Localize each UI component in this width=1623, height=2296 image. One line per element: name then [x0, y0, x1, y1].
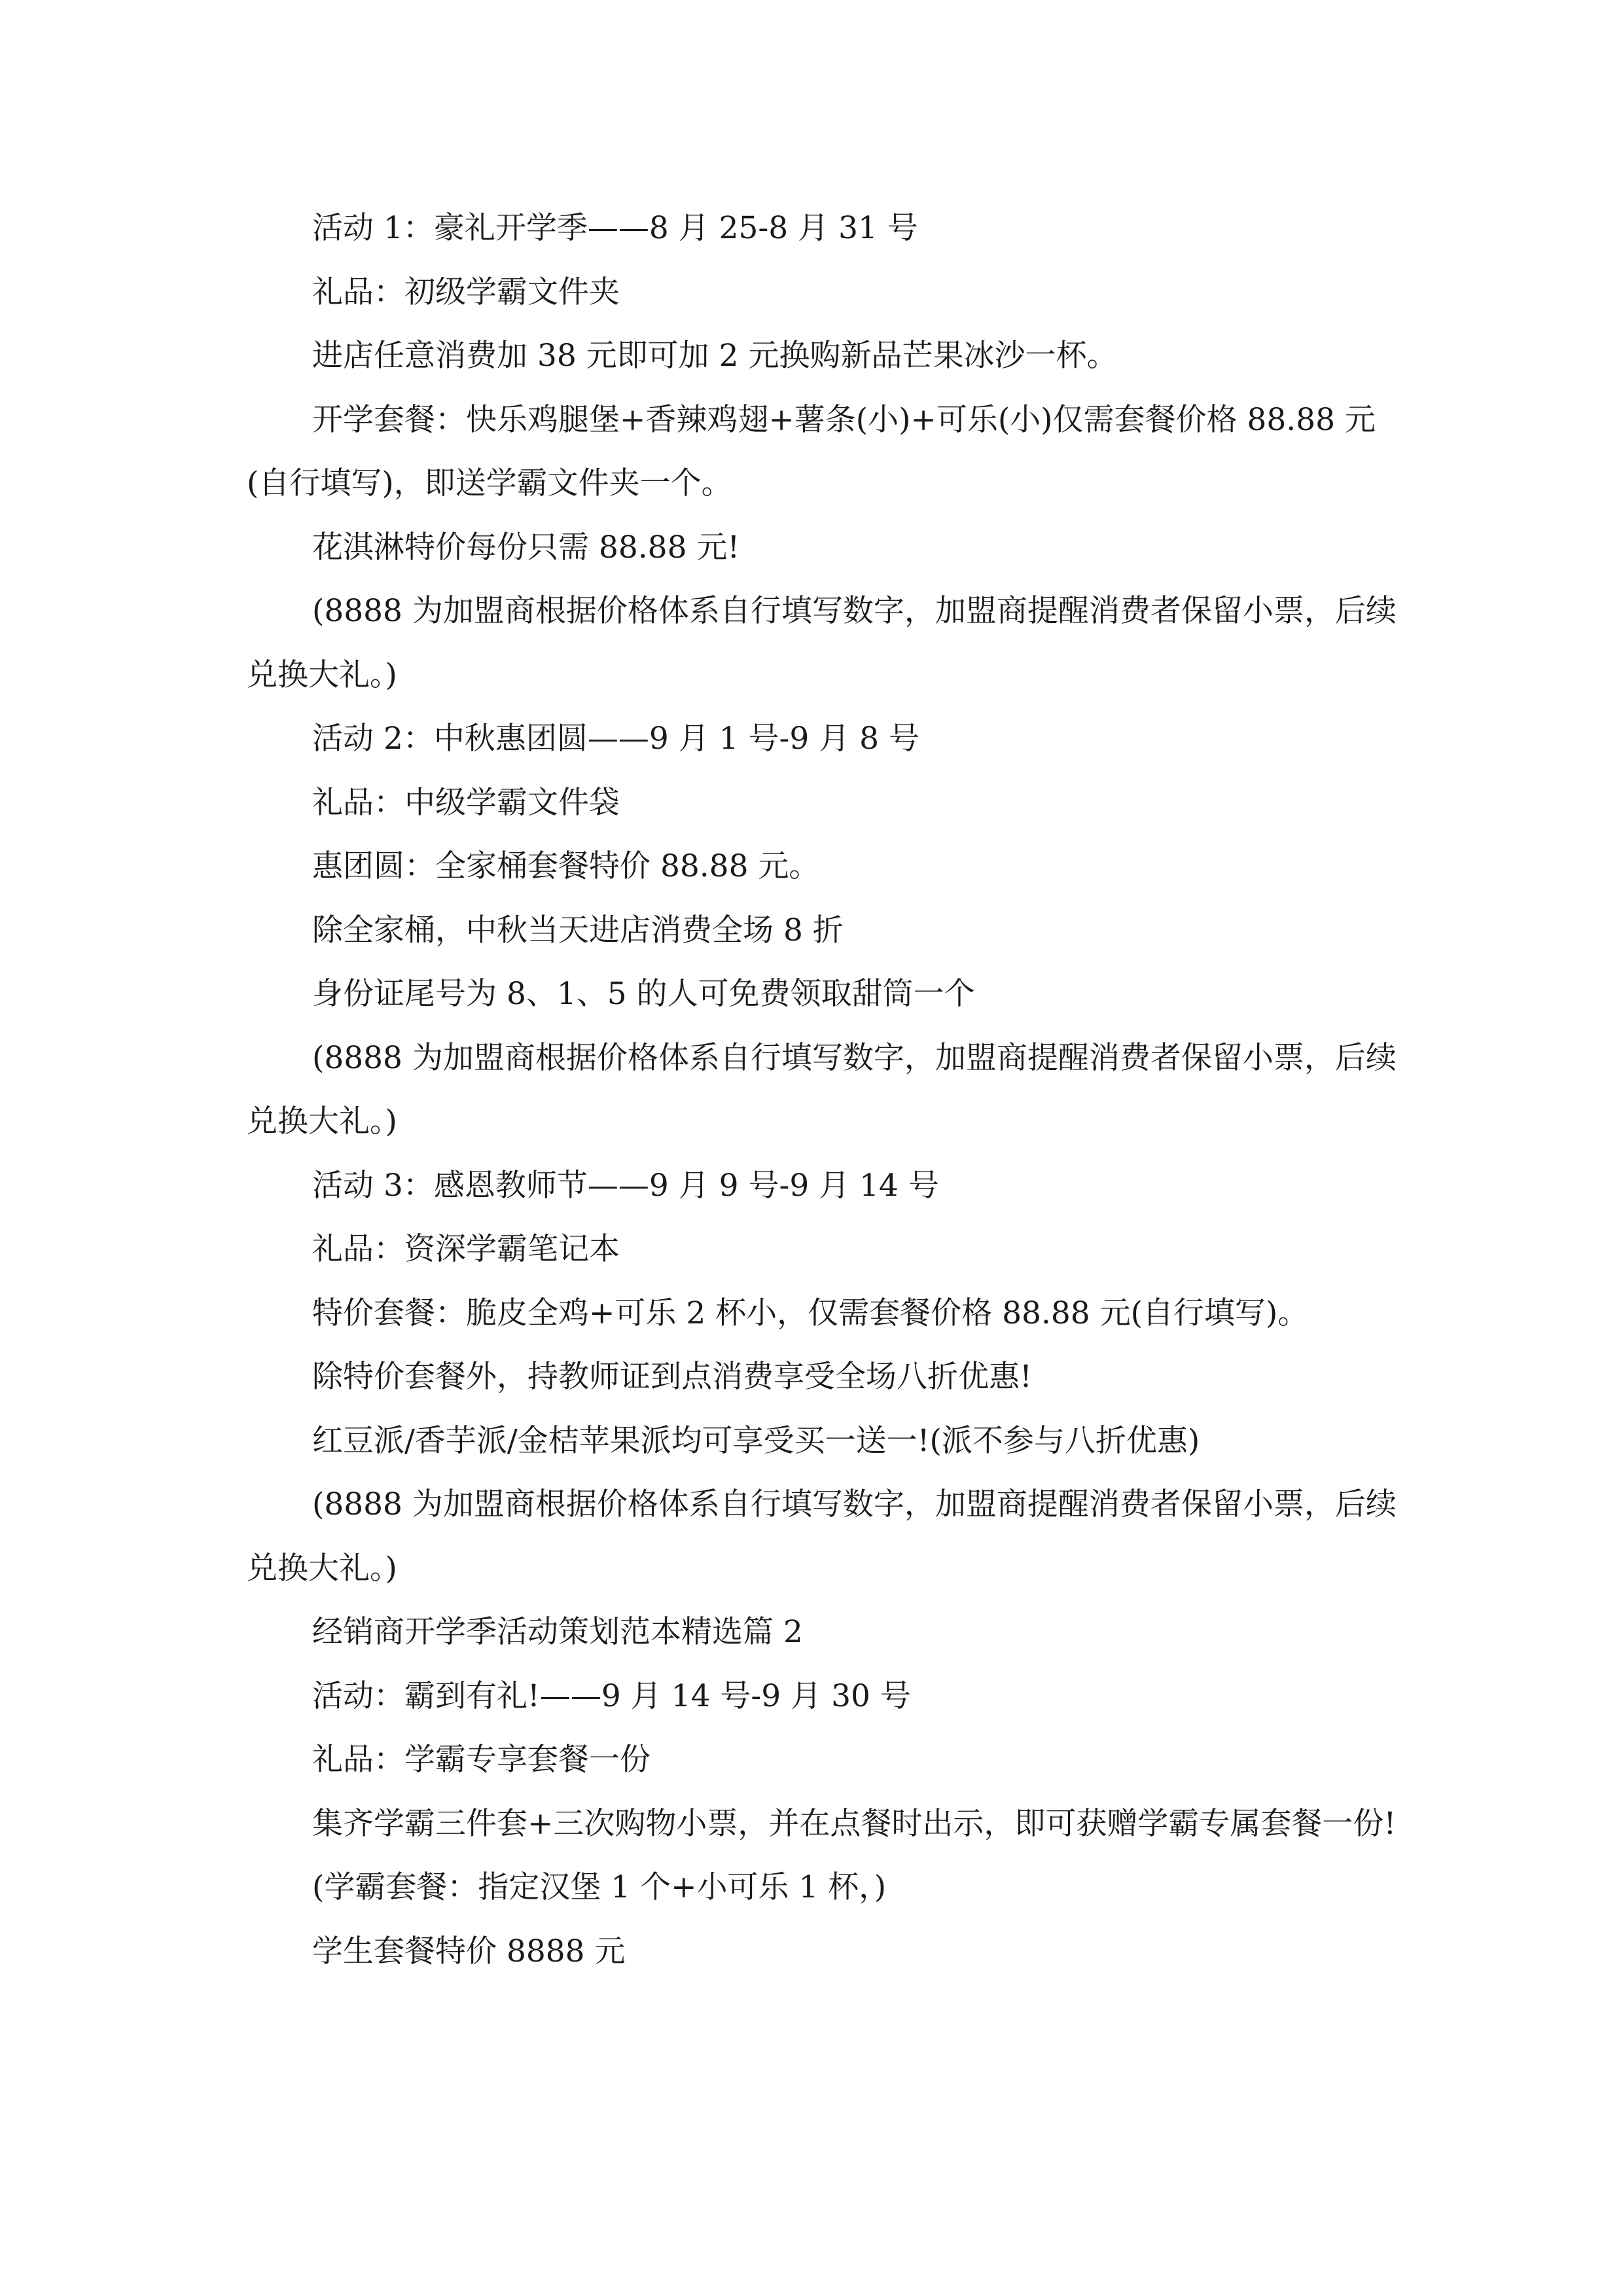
paragraph-activity-2-id-card: 身份证尾号为 8、1、5 的人可免费领取甜筒一个: [312, 976, 975, 1012]
section-heading-part-2: 经销商开学季活动策划范本精选篇 2: [312, 1614, 803, 1650]
paragraph-part-2-activity-title: 活动：霸到有礼!——9 月 14 号-9 月 30 号: [312, 1677, 911, 1714]
paragraph-activity-1-note: (8888 为加盟商根据价格体系自行填写数字，加盟商提醒消费者保留小票，后续兑换大礼。): [247, 593, 1397, 693]
paragraph-activity-3-title: 活动 3：感恩教师节——9 月 9 号-9 月 14 号: [312, 1167, 939, 1204]
paragraph-activity-1-title: 活动 1：豪礼开学季——8 月 25-8 月 31 号: [312, 210, 918, 246]
paragraph-activity-3-pies: 红豆派/香芋派/金桔苹果派均可享受买一送一!(派不参与八折优惠): [312, 1422, 1200, 1459]
paragraph-activity-3-teacher-discount: 除特价套餐外，持教师证到点消费享受全场八折优惠!: [312, 1359, 1032, 1395]
paragraph-activity-1-redeem: 进店任意消费加 38 元即可加 2 元换购新品芒果冰沙一杯。: [312, 338, 1118, 374]
paragraph-activity-2-title: 活动 2：中秋惠团圆——9 月 1 号-9 月 8 号: [312, 721, 919, 757]
paragraph-activity-2-family-bucket: 惠团圆：全家桶套餐特价 88.88 元。: [312, 848, 820, 884]
paragraph-activity-3-set-meal: 特价套餐：脆皮全鸡+可乐 2 杯小，仅需套餐价格 88.88 元(自行填写)。: [312, 1295, 1309, 1331]
paragraph-activity-2-discount: 除全家桶，中秋当天进店消费全场 8 折: [312, 912, 844, 948]
paragraph-part-2-collect: 集齐学霸三件套+三次购物小票，并在点餐时出示，即可获赠学霸专属套餐一份!: [312, 1805, 1397, 1842]
paragraph-part-2-student-price: 学生套餐特价 8888 元: [312, 1933, 626, 1969]
paragraph-part-2-set-detail: (学霸套餐：指定汉堡 1 个+小可乐 1 杯，): [312, 1869, 887, 1905]
paragraph-part-2-gift: 礼品：学霸专享套餐一份: [312, 1742, 651, 1778]
paragraph-activity-1-set-meal: 开学套餐：快乐鸡腿堡+香辣鸡翅+薯条(小)+可乐(小)仅需套餐价格 88.88 元(自行填写)，即送学霸文件夹一个。: [247, 401, 1376, 501]
paragraph-activity-1-gift: 礼品：初级学霸文件夹: [312, 274, 620, 310]
paragraph-activity-3-note: (8888 为加盟商根据价格体系自行填写数字，加盟商提醒消费者保留小票，后续兑换大礼。): [247, 1486, 1397, 1587]
paragraph-activity-3-gift: 礼品：资深学霸笔记本: [312, 1231, 620, 1267]
paragraph-activity-2-note: (8888 为加盟商根据价格体系自行填写数字，加盟商提醒消费者保留小票，后续兑换大礼。): [247, 1039, 1397, 1139]
paragraph-activity-1-ice-cream: 花淇淋特价每份只需 88.88 元!: [312, 529, 740, 565]
paragraph-activity-2-gift: 礼品：中级学霸文件袋: [312, 784, 620, 821]
document-body: [247, 196, 1399, 1983]
